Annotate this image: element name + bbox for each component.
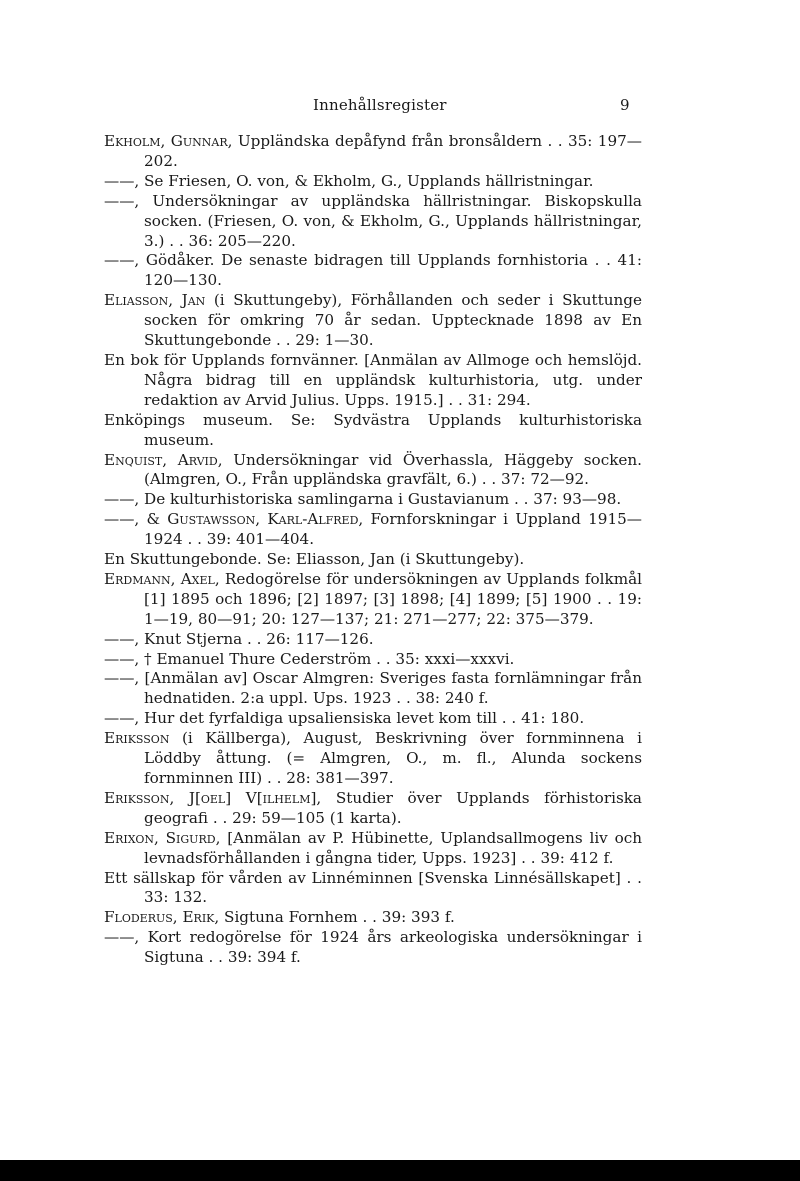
index-entry bbox=[104, 550, 642, 570]
entry-text: , Hur det fyrfaldiga upsaliensiska levet kom till . . 41: 180. bbox=[134, 709, 585, 728]
ditto-dash: —— bbox=[104, 669, 135, 688]
entry-text: , Redogörelse för undersökningen av Upplands folkmål [1] 1895 och 1896; [2] 1897; [3] 1898; [4] 1899; [5] 1900 . . 19: 1—19, 80—91; 20: 127—137; 21: 271—277; 22: 375—379. bbox=[144, 569, 643, 628]
entry-text: , Undersökningar vid Överhassla, Häggeby socken. (Almgren, O., Från uppländska gravfält, 6.) . . 37: 72—92. bbox=[144, 450, 642, 489]
entry-connector: , & bbox=[134, 510, 168, 529]
index-entry bbox=[104, 251, 642, 291]
ditto-dash: —— bbox=[104, 251, 135, 270]
entry-text: (i Skuttungeby), Förhållanden och seder i Skuttunge socken för omkring 70 år sedan. Upptecknade 1898 av En Skuttungebonde . . 29: 1—30. bbox=[144, 291, 642, 350]
ditto-dash: —— bbox=[104, 191, 135, 210]
index-entry bbox=[104, 570, 642, 630]
ditto-dash: —— bbox=[104, 709, 135, 728]
index-entry bbox=[104, 829, 642, 869]
index-entry bbox=[104, 192, 642, 252]
entry-text: , Undersökningar av uppländska hällristningar. Biskopskulla socken. (Friesen, O. von, & Ekholm, G., Upplands hällristningar, 3.) . . 36: 205—220. bbox=[134, 191, 642, 250]
entry-author: Erdmann, Axel bbox=[104, 569, 215, 588]
index-entry bbox=[104, 510, 642, 550]
entry-author: Gustawsson, Karl-Alfred bbox=[167, 510, 359, 529]
entry-text: En bok för Upplands fornvänner. [Anmälan av Allmoge och hemslöjd. Några bidrag till en uppländsk kulturhistoria, utg. under redaktion av Arvid Julius. Upps. 1915.] . . 31: 294. bbox=[104, 350, 642, 409]
entry-text: En Skuttungebonde. Se: Eliasson, Jan (i Skuttungeby). bbox=[104, 550, 525, 569]
entry-text: , Se Friesen, O. von, & Ekholm, G., Upplands hällristningar. bbox=[134, 171, 594, 190]
index-entry bbox=[104, 490, 642, 510]
index-entry bbox=[104, 451, 642, 491]
index-entry bbox=[104, 132, 642, 172]
index-entry bbox=[104, 729, 642, 789]
entry-author: Eliasson, Jan bbox=[104, 291, 206, 310]
index-entry bbox=[104, 411, 642, 451]
ditto-dash: —— bbox=[104, 629, 135, 648]
entry-text: , Knut Stjerna . . 26: 117—126. bbox=[134, 629, 374, 648]
entry-text: , [Anmälan av P. Hübinette, Uplandsallmogens liv och levnadsförhållanden i gångna tider, Upps. 1923] . . 39: 412 f. bbox=[144, 828, 643, 867]
ditto-dash: —— bbox=[104, 928, 135, 947]
index-entry bbox=[104, 650, 642, 670]
entry-text: (i Källberga), August, Beskrivning över fornminnena i Löddby åttung. (= Almgren, O., m. fl., Alunda sockens fornminnen III) . . 28: 381—397. bbox=[144, 729, 642, 787]
entry-text: Ett sällskap för vården av Linnéminnen [Svenska Linnésällskapet] . . 33: 132. bbox=[104, 868, 642, 907]
index-entry bbox=[104, 789, 642, 829]
entry-text: , Sigtuna Fornhem . . 39: 393 f. bbox=[214, 908, 455, 927]
index-entry bbox=[104, 869, 642, 909]
ditto-dash: —— bbox=[104, 649, 135, 668]
index-entry bbox=[104, 928, 642, 968]
index-entry bbox=[104, 669, 642, 709]
index-entry bbox=[104, 908, 642, 928]
entry-text: , [Anmälan av] Oscar Almgren: Sveriges fasta fornlämningar från hednatiden. 2:a uppl. Ups. 1923 . . 38: 240 f. bbox=[134, 669, 642, 708]
running-title: Innehållsregister bbox=[313, 96, 447, 114]
entry-text: , Uppländska depåfynd från bronsåldern . . 35: 197—202. bbox=[144, 132, 642, 170]
entry-text: , De kulturhistoriska samlingarna i Gustavianum . . 37: 93—98. bbox=[134, 490, 622, 509]
index-entry bbox=[104, 630, 642, 650]
entry-text: , Fornforskningar i Uppland 1915—1924 . . 39: 401—404. bbox=[144, 510, 642, 549]
entry-author: Erixon, Sigurd bbox=[104, 828, 216, 847]
entry-text: , Gödåker. De senaste bidragen till Upplands fornhistoria . . 41: 120—130. bbox=[134, 251, 642, 290]
entry-author: Eriksson, J[oel] V[ilhelm] bbox=[104, 788, 317, 807]
scan-edge-band bbox=[0, 1160, 800, 1181]
index-entries bbox=[104, 132, 642, 968]
entry-author: Ekholm, Gunnar bbox=[104, 132, 228, 150]
index-entry bbox=[104, 351, 642, 411]
entry-author: Enquist, Arvid bbox=[104, 450, 218, 469]
index-entry bbox=[104, 172, 642, 192]
ditto-dash: —— bbox=[104, 510, 135, 529]
page-header bbox=[0, 96, 800, 116]
index-entry bbox=[104, 709, 642, 729]
page-number: 9 bbox=[620, 96, 630, 114]
entry-text: , † Emanuel Thure Cederström . . 35: xxxi—xxxvi. bbox=[134, 649, 515, 668]
entry-author: Floderus, Erik bbox=[104, 908, 215, 927]
ditto-dash: —— bbox=[104, 171, 135, 190]
entry-author: Eriksson bbox=[104, 729, 170, 748]
index-entry bbox=[104, 291, 642, 351]
ditto-dash: —— bbox=[104, 490, 135, 509]
entry-text: , Studier över Upplands förhistoriska geografi . . 29: 59—105 (1 karta). bbox=[144, 788, 642, 827]
entry-text: , Kort redogörelse för 1924 års arkeologiska undersökningar i Sigtuna . . 39: 394 f. bbox=[134, 928, 642, 967]
entry-text: Enköpings museum. Se: Sydvästra Upplands kulturhistoriska museum. bbox=[104, 410, 642, 449]
